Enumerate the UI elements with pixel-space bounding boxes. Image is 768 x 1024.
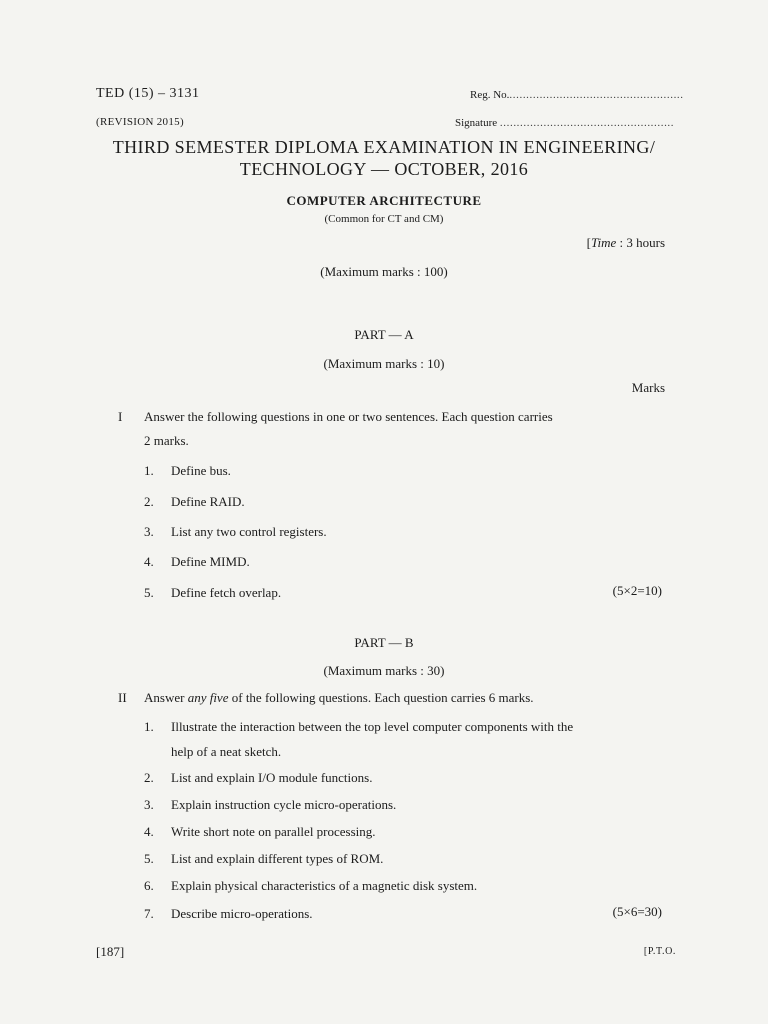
reg-no-field [470, 89, 684, 101]
part-b-roman: II [118, 690, 127, 705]
reg-no-label: Reg. No. [470, 89, 510, 101]
question-text: Describe micro-operations. [171, 906, 313, 921]
question-number: 7. [144, 906, 154, 921]
paper-code: TED (15) – 3131 [96, 86, 200, 101]
please-turn-over: [P.T.O. [643, 946, 676, 957]
question-number: 1. [144, 463, 154, 478]
page-code: [187] [96, 944, 125, 959]
question-text: List any two control registers. [171, 524, 327, 539]
question-text-continued: help of a neat sketch. [171, 744, 282, 759]
part-b-instruction-pre: Answer [144, 690, 188, 705]
common-note: (Common for CT and CM) [324, 213, 444, 225]
part-b-instruction-emphasis: any five [187, 690, 229, 705]
question-number: 3. [144, 524, 154, 539]
question-number: 5. [144, 851, 154, 866]
subject-title: COMPUTER ARCHITECTURE [286, 193, 482, 208]
signature-field [455, 117, 674, 129]
question-number: 5. [144, 585, 154, 600]
maximum-marks-total: (Maximum marks : 100) [320, 264, 448, 279]
part-a-max-marks: (Maximum marks : 10) [323, 356, 445, 371]
part-b-instruction [144, 690, 534, 706]
question-number: 1. [144, 719, 154, 734]
question-text: Define MIMD. [171, 554, 250, 569]
question-text: Define RAID. [171, 494, 245, 509]
exam-title-line2: TECHNOLOGY — OCTOBER, 2016 [239, 159, 529, 179]
signature-label: Signature [455, 117, 498, 129]
exam-title-line1: THIRD SEMESTER DIPLOMA EXAMINATION IN ENGINEERING/ [112, 137, 656, 157]
question-text: Illustrate the interaction between the top level computer components with the [171, 719, 574, 734]
time-label: Time [590, 235, 617, 250]
question-text: Define bus. [171, 463, 231, 478]
question-text: List and explain different types of ROM. [171, 851, 384, 866]
time-bracket: [ [586, 235, 591, 250]
question-number: 3. [144, 797, 154, 812]
question-number: 2. [144, 494, 154, 509]
signature-dots: .................................................... [499, 117, 675, 129]
part-a-instruction-line1: Answer the following questions in one or two sentences. Each question carries [144, 409, 553, 424]
part-a-instruction-line2: 2 marks. [144, 433, 189, 448]
question-number: 4. [144, 824, 154, 839]
part-a-roman: I [118, 409, 123, 424]
question-text: Define fetch overlap. [171, 585, 282, 600]
question-text: Explain physical characteristics of a magnetic disk system. [171, 878, 478, 893]
part-b-heading: PART — B [354, 635, 414, 650]
marks-column-label: Marks [631, 380, 665, 395]
question-text: Write short note on parallel processing. [171, 824, 376, 839]
question-number: 2. [144, 770, 154, 785]
question-number: 4. [144, 554, 154, 569]
part-b-max-marks: (Maximum marks : 30) [323, 663, 445, 678]
question-text: Explain instruction cycle micro-operations. [171, 797, 397, 812]
part-b-instruction-post: of the following questions. Each question carries 6 marks. [228, 690, 534, 705]
question-number: 6. [144, 878, 154, 893]
part-b-marks-total: (5×6=30) [612, 904, 662, 919]
time-allowed [587, 235, 665, 251]
reg-no-dots: .................................................... [509, 89, 684, 101]
part-a-heading: PART — A [354, 327, 414, 342]
revision-label: (REVISION 2015) [96, 116, 184, 128]
time-value: : 3 hours [616, 235, 665, 250]
question-text: List and explain I/O module functions. [171, 770, 373, 785]
part-a-marks-total: (5×2=10) [612, 583, 662, 598]
